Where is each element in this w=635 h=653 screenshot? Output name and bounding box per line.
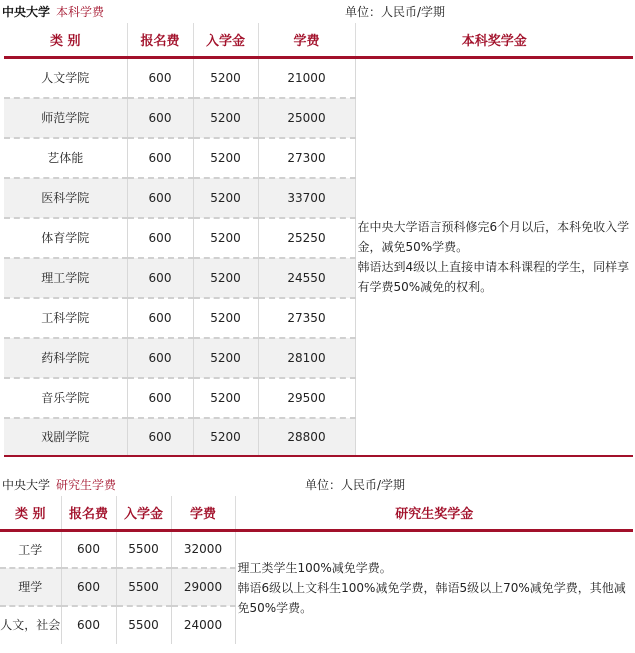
table-row: [4, 58, 633, 98]
undergrad-header-tuition: 学费: [258, 23, 355, 58]
category-cell: 戏剧学院: [4, 418, 127, 455]
admission-fee-cell: 5500: [116, 606, 171, 644]
graduate-fee-table: [0, 496, 633, 644]
application-fee-cell: 600: [127, 378, 193, 418]
category-cell: 体育学院: [4, 218, 127, 258]
application-fee-cell: 600: [127, 418, 193, 455]
tuition-cell: 24550: [258, 258, 355, 298]
application-fee-cell: 600: [61, 606, 116, 644]
undergrad-header-application-fee: 报名费: [127, 23, 193, 58]
graduate-header-admission-fee: 入学金: [116, 496, 171, 531]
admission-fee-cell: 5200: [193, 98, 258, 138]
application-fee-cell: 600: [61, 531, 116, 568]
category-cell: 医科学院: [4, 178, 127, 218]
graduate-header-category: 类 别: [0, 496, 61, 531]
category-cell: 艺体能: [4, 138, 127, 178]
undergrad-scholarship-note: [355, 58, 633, 455]
undergrad-scholarship-note-1: 在中央大学语言预科修完6个月以后，本科免收入学金，减免50%学费。: [357, 219, 630, 254]
tuition-cell: 25000: [258, 98, 355, 138]
application-fee-cell: 600: [127, 258, 193, 298]
graduate-scholarship-note-2: 韩语6级以上文科生100%减免学费，韩语5级以上70%减免学费，其他减免50%学费。: [237, 580, 626, 615]
category-cell: 人文学院: [41, 71, 90, 86]
admission-fee-cell: 5200: [193, 258, 258, 298]
tuition-cell: 27350: [258, 298, 355, 338]
table-row: [0, 531, 633, 568]
category-cell: 理学: [0, 568, 61, 606]
tuition-cell: 32000: [171, 531, 235, 568]
undergrad-caption: [2, 4, 104, 20]
category-cell: 音乐学院: [4, 378, 127, 418]
admission-fee-cell: 5200: [193, 58, 258, 98]
application-fee-cell: 600: [127, 138, 193, 178]
undergrad-header-scholarship: 本科奖学金: [355, 23, 633, 58]
application-fee-cell: 600: [61, 568, 116, 606]
undergrad-unit: 单位：人民币/学期: [345, 5, 446, 19]
application-fee-cell: 600: [127, 178, 193, 218]
application-fee-cell: 600: [127, 98, 193, 138]
tuition-cell: 24000: [171, 606, 235, 644]
graduate-header-application-fee: 报名费: [61, 496, 116, 531]
tuition-cell: 29500: [258, 378, 355, 418]
undergrad-school-name: 中央大学: [2, 5, 51, 19]
graduate-school-name: 中央大学: [2, 478, 51, 492]
admission-fee-cell: 5200: [193, 418, 258, 455]
graduate-subtitle: 研究生学费: [56, 478, 117, 492]
admission-fee-cell: 5500: [116, 568, 171, 606]
category-cell: 工科学院: [4, 298, 127, 338]
admission-fee-cell: 5200: [193, 218, 258, 258]
application-fee-cell: 600: [127, 58, 193, 98]
tuition-cell: 33700: [258, 178, 355, 218]
graduate-caption: [2, 477, 116, 493]
category-cell: 理工学院: [4, 258, 127, 298]
category-cell: 药科学院: [4, 338, 127, 378]
admission-fee-cell: 5200: [193, 378, 258, 418]
admission-fee-cell: 5500: [116, 531, 171, 568]
admission-fee-cell: 5200: [193, 298, 258, 338]
undergrad-table-bottom-rule: [4, 455, 633, 457]
tuition-cell: 28100: [258, 338, 355, 378]
application-fee-cell: 600: [127, 338, 193, 378]
tuition-cell: 28800: [258, 418, 355, 455]
undergrad-scholarship-note-2: 韩语达到4级以上直接申请本科课程的学生，同样享有学费50%减免的权利。: [357, 259, 630, 294]
admission-fee-cell: 5200: [193, 178, 258, 218]
graduate-scholarship-note: [235, 531, 633, 644]
category-cell: 工学: [18, 542, 43, 557]
application-fee-cell: 600: [127, 218, 193, 258]
category-cell: 人文，社会: [0, 606, 61, 644]
graduate-scholarship-note-1: 理工类学生100%减免学费。: [237, 560, 392, 575]
application-fee-cell: 600: [127, 298, 193, 338]
graduate-header-scholarship: 研究生奖学金: [235, 496, 633, 531]
undergrad-header-admission-fee: 入学金: [193, 23, 258, 58]
tuition-cell: 21000: [258, 58, 355, 98]
graduate-unit: 单位：人民币/学期: [305, 478, 406, 492]
undergrad-fee-table: [4, 23, 633, 455]
admission-fee-cell: 5200: [193, 338, 258, 378]
undergrad-header-row: [4, 23, 633, 58]
tuition-cell: 25250: [258, 218, 355, 258]
graduate-header-tuition: 学费: [171, 496, 235, 531]
tuition-cell: 27300: [258, 138, 355, 178]
undergrad-subtitle: 本科学费: [56, 5, 105, 19]
graduate-header-row: [0, 496, 633, 531]
undergrad-header-category: 类 别: [4, 23, 127, 58]
tuition-cell: 29000: [171, 568, 235, 606]
category-cell: 师范学院: [4, 98, 127, 138]
admission-fee-cell: 5200: [193, 138, 258, 178]
